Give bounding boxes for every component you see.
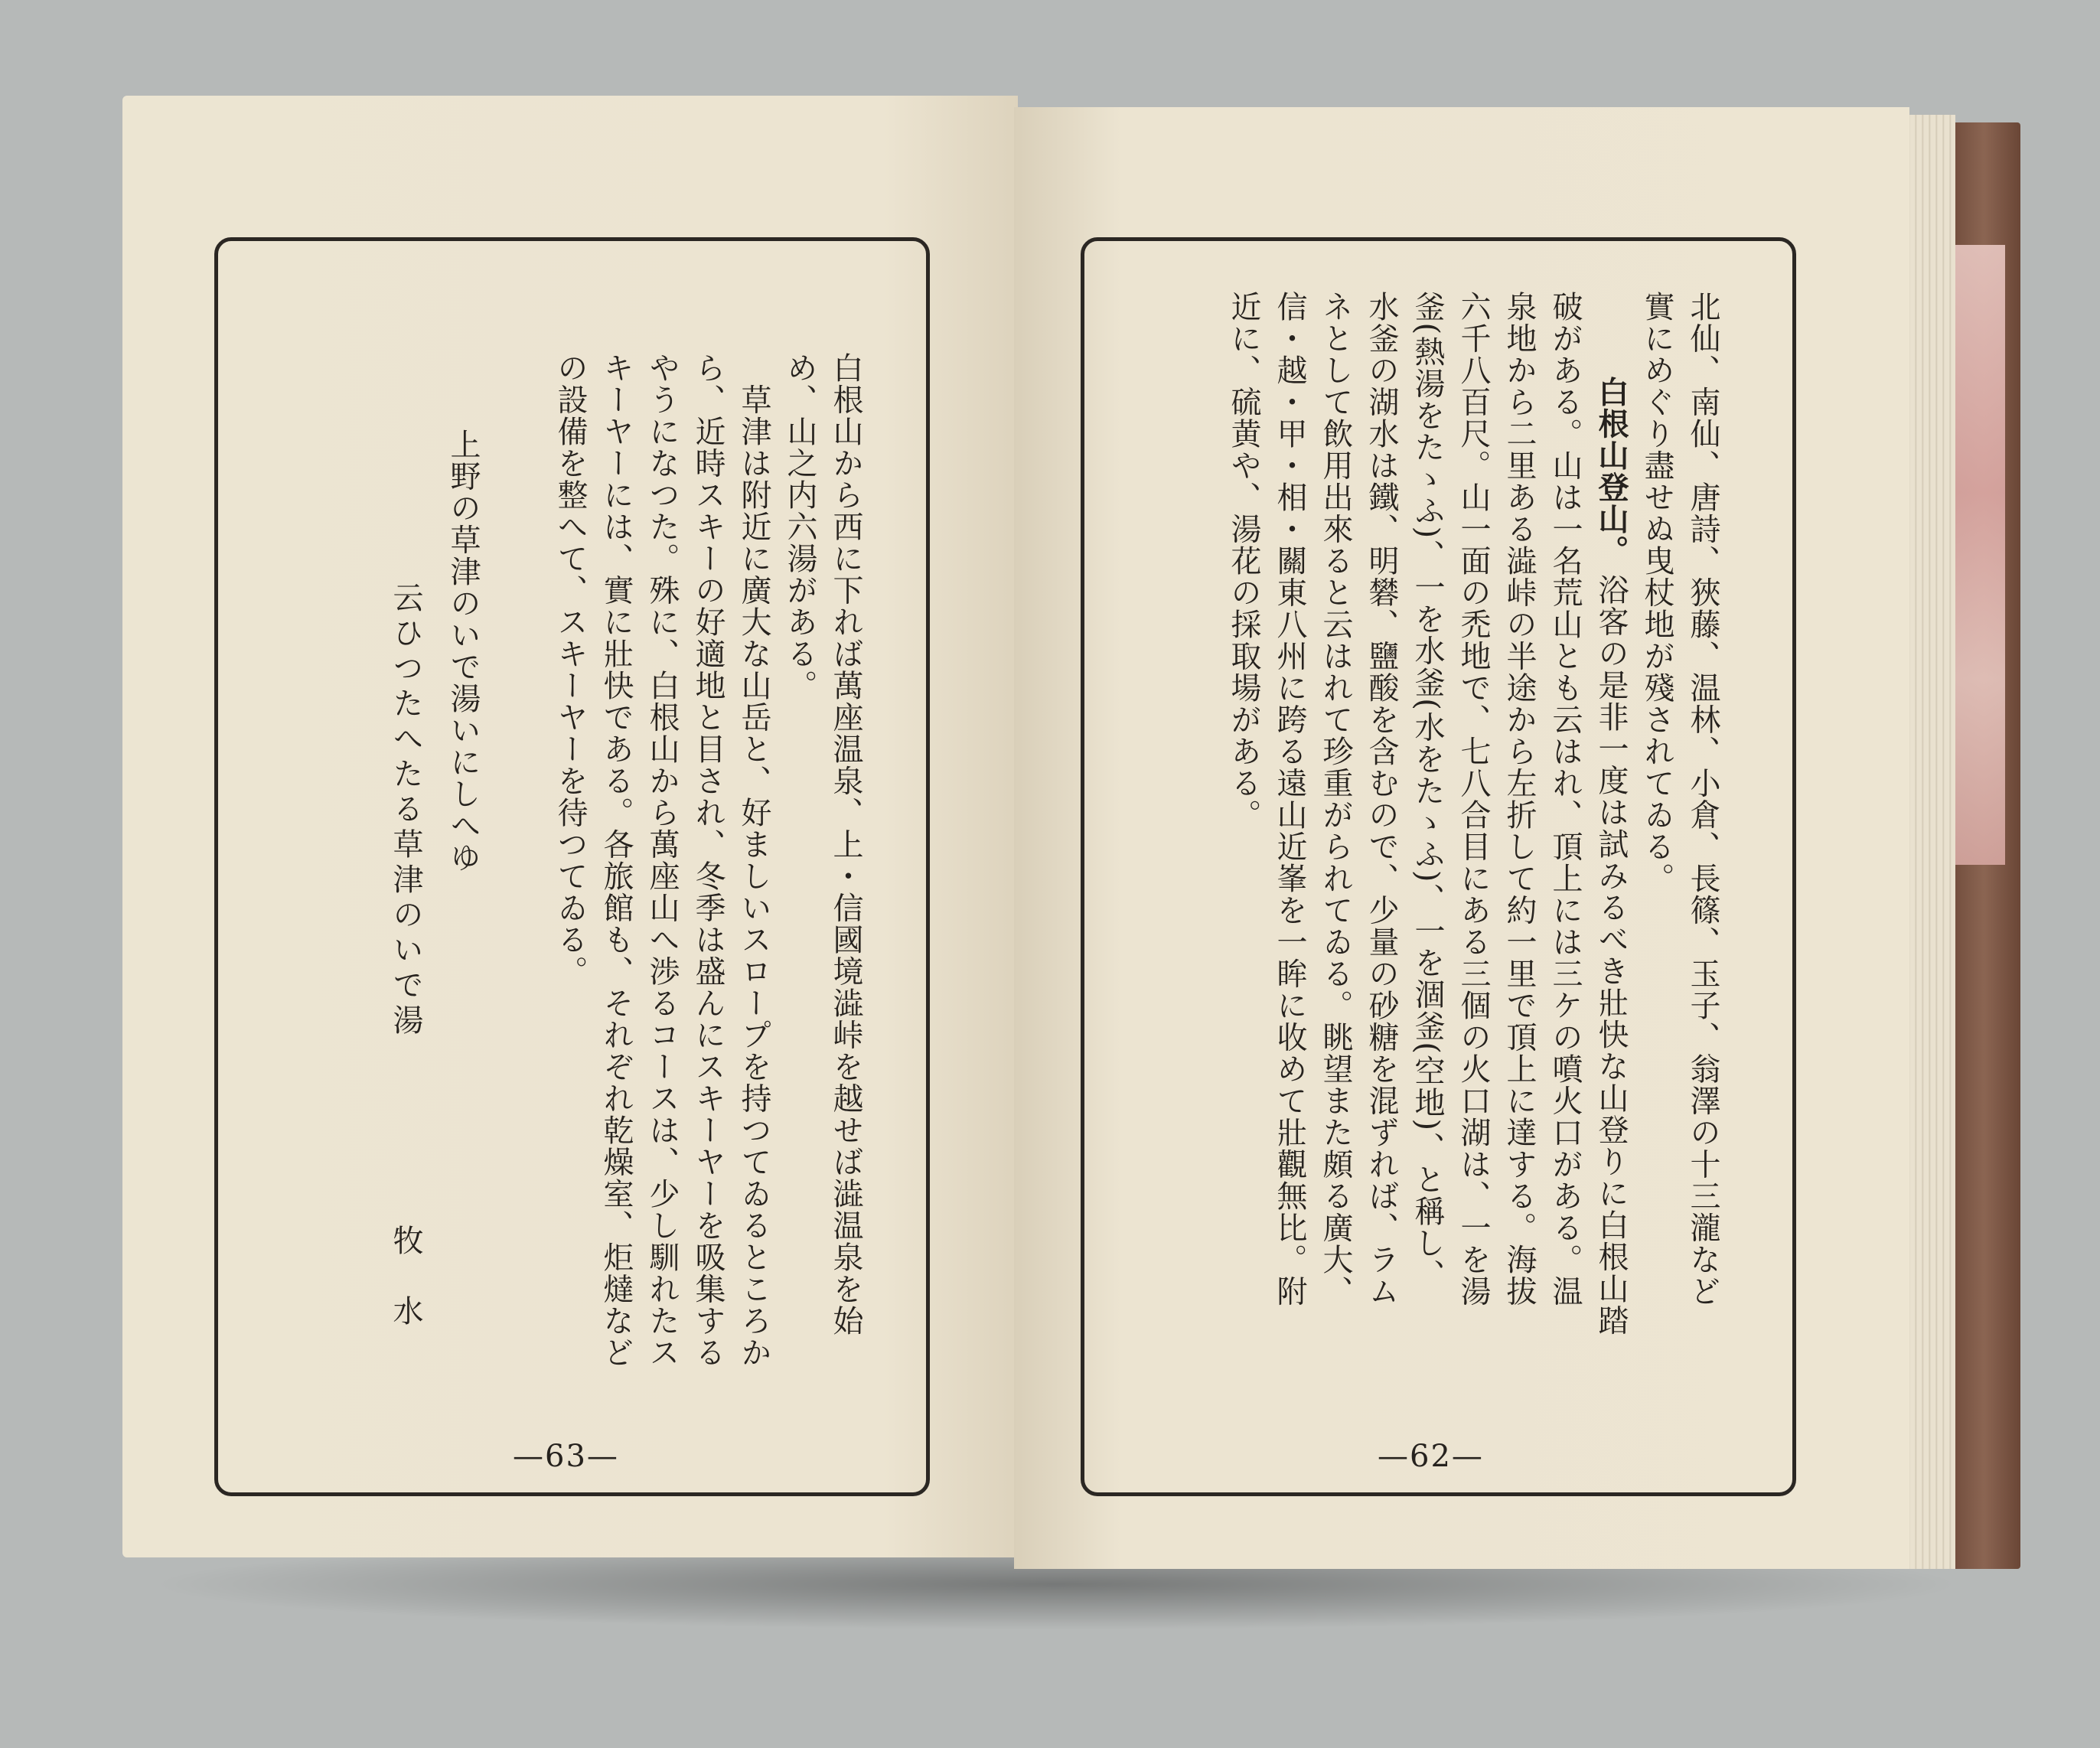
poem-author: 牧 水: [388, 1225, 423, 1330]
text-column: 浴客の是非一度は試みるべき壯快な山登りに白根山踏: [1593, 574, 1629, 1336]
text-column: 近に、硫黄や、湯花の採取場がある。: [1226, 291, 1261, 831]
text-column: の設備を整へて、スキーヤーを待つてゐる。: [553, 352, 588, 987]
text-column: ら、近時スキーの好適地と目され、冬季は盛んにスキーヤーを吸集する: [690, 352, 726, 1368]
cover-decoration: [1950, 245, 2005, 865]
text-column: 實にめぐり盡せぬ曳杖地が殘されてゐる。: [1639, 291, 1674, 895]
page-number: —62—: [1378, 1439, 1484, 1474]
text-column: 水釜の湖水は鐵、明礬、鹽酸を含むので、少量の砂糖を混ずれば、ラム: [1364, 291, 1399, 1307]
text-column: 破がある。山は一名荒山とも云はれ、頂上には三ケの噴火口がある。温: [1547, 291, 1583, 1307]
poem-line: 云ひつたへたる草津のいで湯: [388, 582, 423, 1039]
text-column: 草津は附近に廣大な山岳と、好ましいスロープを持つてゐるところか: [736, 352, 771, 1368]
section-heading: 白根山登山。: [1593, 344, 1629, 567]
page-number: —63—: [513, 1439, 619, 1474]
text-column: やうになつた。殊に、白根山から萬座山へ渉るコースは、少し馴れたス: [644, 352, 680, 1368]
poem-line: 上野の草津のいで湯いにしへゆ: [445, 429, 481, 873]
text-column: 六千八百尺。山一面の禿地で、七八合目にある三個の火口湖は、一を湯: [1456, 291, 1491, 1307]
text-column: 北仙、南仙、唐詩、狹藤、温林、小倉、長篠、玉子、翁澤の十三瀧など: [1685, 291, 1720, 1307]
text-column: 釜(熱湯をたゝふ)、一を水釜(水をたゝふ)、一を涸釜(空地)、と稱し、: [1410, 291, 1445, 1291]
text-column: め、山之内六湯がある。: [782, 352, 817, 702]
text-column: 信・越・甲・相・關東八州に跨る遠山近峯を一眸に收めて壯觀無比。附: [1272, 291, 1307, 1307]
text-column: キーヤーには、實に壯快である。各旅館も、それぞれ乾燥室、炬燵など: [598, 352, 634, 1368]
text-column: 泉地から二里ある澁峠の半途から左折して約一里で頂上に達する。海拔: [1502, 291, 1537, 1307]
text-column: 白根山から西に下れば萬座温泉、上・信國境澁峠を越せば澁温泉を始: [828, 352, 863, 1337]
text-column: ネとして飲用出來ると云はれて珍重がられてゐる。眺望また頗る廣大、: [1318, 291, 1353, 1307]
